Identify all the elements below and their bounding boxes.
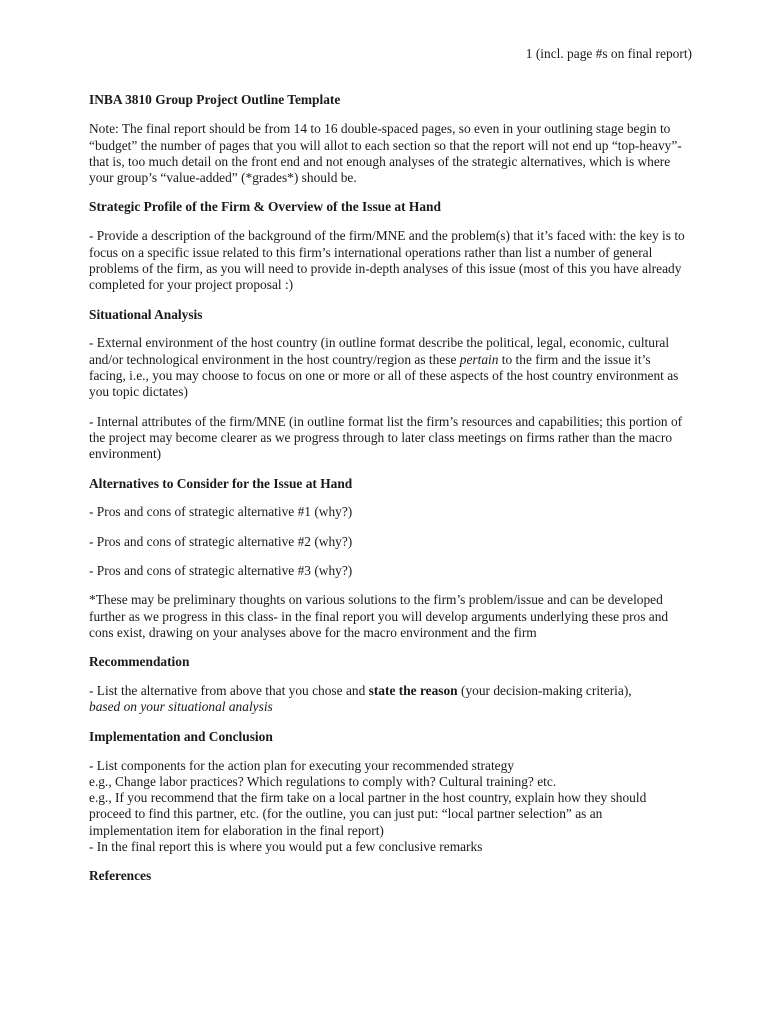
section-heading-recommendation: Recommendation	[89, 654, 190, 670]
page-number: 1 (incl. page #s on final report)	[525, 46, 692, 61]
external-italic-term: pertain	[459, 351, 499, 367]
document-title: INBA 3810 Group Project Outline Template	[89, 92, 341, 107]
external-environment-paragraph	[89, 335, 689, 400]
section-heading-situational: Situational Analysis	[89, 306, 203, 322]
document-page	[89, 0, 692, 1024]
alternative-item-3: - Pros and cons of strategic alternative #3 (why?)	[89, 563, 353, 579]
external-text-end: to the firm and the issue it’s facing, i.e., you may choose to focus on one or more or all of these aspects of the host country environment as you topic dictates)	[89, 351, 679, 400]
alternative-item-1: - Pros and cons of strategic alternative #1 (why?)	[89, 504, 353, 520]
section-heading-references: References	[89, 868, 152, 884]
section-heading-implementation: Implementation and Conclusion	[89, 728, 273, 744]
profile-paragraph: - Provide a description of the background of the firm/MNE and the problem(s) that it’s faced with: the key is to focus on a specific issue related to this firm’s international operations rather than list a number of general problems of the firm, as you will need to provide in-depth analyses of this issue (most of this you have already completed for your project proposal :)	[89, 228, 685, 293]
internal-attributes-paragraph: - Internal attributes of the firm/MNE (in outline format list the firm’s resources and capabilities; this portion of the project may become clearer as we progress through to later class meetings on firms rather than the macro environment)	[89, 413, 683, 462]
implementation-paragraph	[89, 758, 689, 856]
implementation-line-2: e.g., Change labor practices? Which regulations to comply with? Cultural training? etc.	[89, 773, 557, 789]
external-text-start: - External environment of the host country (in outline format describe the political, legal, economic, cultural and/or technological environment in the host country/region as these	[89, 335, 670, 367]
document-body	[89, 92, 689, 897]
implementation-line-4: - In the final report this is where you would put a few conclusive remarks	[89, 839, 483, 855]
implementation-line-3: e.g., If you recommend that the firm take on a local partner in the host country, explain how they should proceed to find this partner, etc. (for the outline, you can just put: “local partner selection” as an implementation item for elaboration in the final report)	[89, 790, 647, 838]
alternative-item-2: - Pros and cons of strategic alternative #2 (why?)	[89, 533, 353, 549]
section-heading-alternatives: Alternatives to Consider for the Issue at Hand	[89, 475, 353, 491]
section-heading-profile: Strategic Profile of the Firm & Overview of the Issue at Hand	[89, 199, 441, 215]
implementation-line-1: - List components for the action plan for executing your recommended strategy	[89, 757, 515, 773]
recommendation-paragraph	[89, 683, 689, 716]
note-paragraph: Note: The final report should be from 14 to 16 double-spaced pages, so even in your outlining stage begin to “budget” the number of pages that you will allot to each section so that the report will not end up “top-heavy”- that is, too much detail on the front end and not enough analyses of the strategic alternatives, which is where your group’s “value-added” (*grades*) should be.	[89, 121, 682, 186]
recommendation-text-end: (your decision-making criteria),	[457, 683, 632, 699]
recommendation-italic-phrase: based on your situational analysis	[89, 699, 273, 715]
alternatives-footnote: *These may be preliminary thoughts on various solutions to the firm’s problem/issue and can be developed further as we progress in this class- in the final report you will develop arguments underlying these pros and cons exist, drawing on your analyses above for the macro environment and the firm	[89, 592, 669, 640]
recommendation-bold-phrase: state the reason	[368, 683, 458, 699]
recommendation-text-start: - List the alternative from above that you chose and	[89, 683, 369, 699]
